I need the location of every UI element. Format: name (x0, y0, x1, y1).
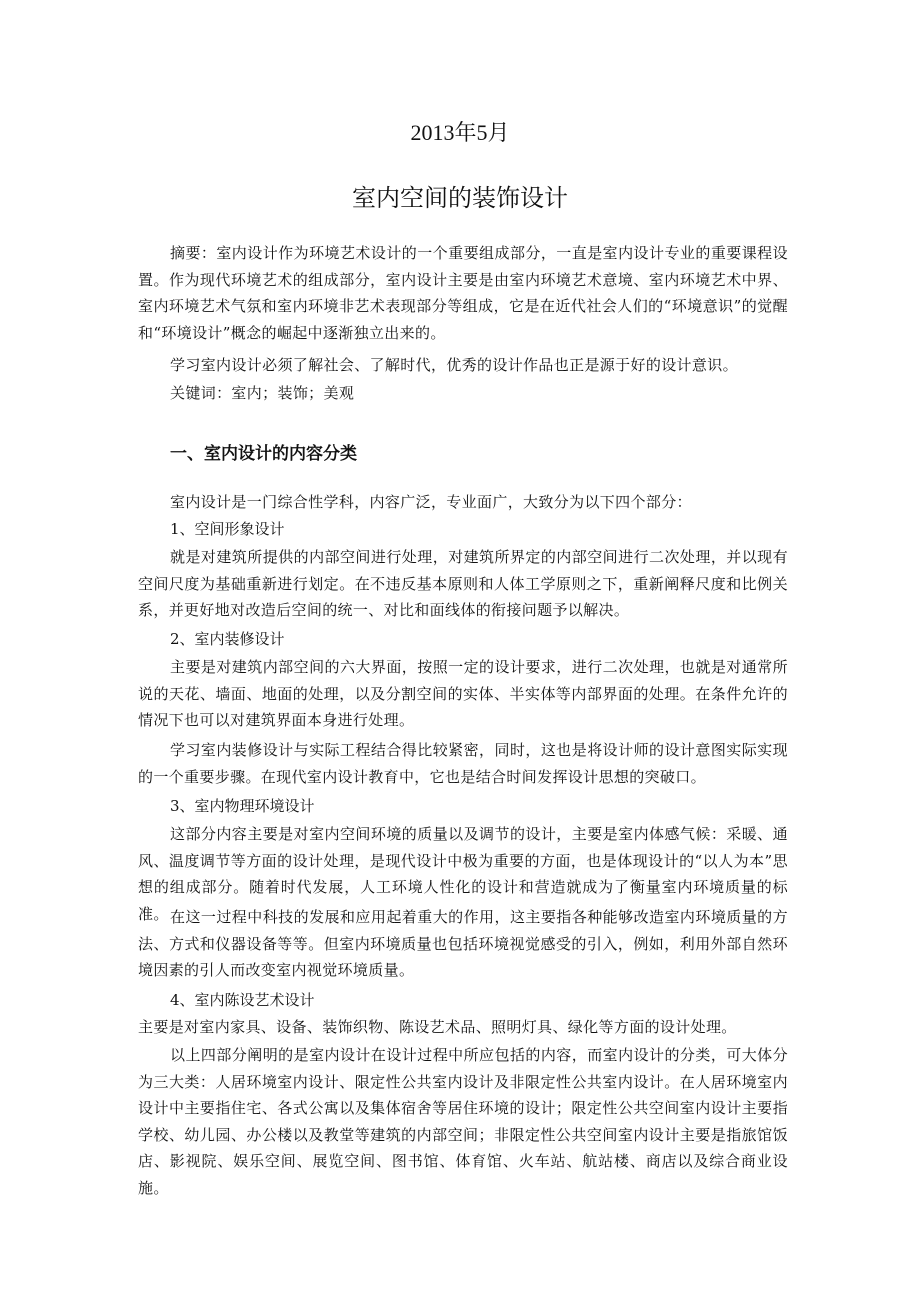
abstract-paragraph (138, 240, 788, 346)
abstract-colon: ： (200, 244, 217, 262)
abstract-paragraph-2: 学习室内设计必须了解社会、了解时代，优秀的设计作品也正是源于好的设计意识。 (170, 356, 738, 374)
section-summary: 以上四部分阐明的是室内设计在设计过程中所应包括的内容，而室内设计的分类，可大体分为三大类：人居环境室内设计、限定性公共室内设计及非限定性公共室内设计。在人居环境室内设计中主要指住宅、各式公寓以及集体宿舍等居住环境的设计；限定性公共空间室内设计主要指学校、幼儿园、办公楼以及教堂等建筑的内部空间；非限定性公共空间室内设计主要是指旅馆饭店、影视院、娱乐空间、展览空间、图书馆、体育馆、火车站、航站楼、商店以及综合商业设施。 (138, 1046, 788, 1197)
item-3-text: 这部分内容主要是对室内空间环境的质量以及调节的设计，主要是室内体感气候：采暖、通风、温度调节等方面的设计处理，是现代设计中极为重要的方面，也是体现设计的“以人为本”思想的组成部分。随着时代发展，人工环境人性化的设计和营造就成为了衡量室内环境质量的标准。 (138, 825, 788, 923)
item-2-title: 2、室内装修设计 (170, 630, 285, 648)
abstract-text: 室内设计作为环境艺术设计的一个重要组成部分，一直是室内设计专业的重要课程设置。作为现代环境艺术的组成部分，室内设计主要是由室内环境艺术意境、室内环境艺术中界、室内环境艺术气氛和室内环境非艺术表现部分等组成，它是在近代社会人们的“环境意识”的觉醒和“环境设计”概念的崛起中逐渐独立出来的。 (138, 244, 788, 342)
item-4-text: 主要是对室内家具、设备、装饰织物、陈设艺术品、照明灯具、绿化等方面的设计处理。 (138, 1018, 737, 1036)
item-3-title: 3、室内物理环境设计 (170, 797, 315, 815)
document-date: 2013年5月 (410, 120, 510, 145)
item-3-text-2: 在这一过程中科技的发展和应用起着重大的作用，这主要指各种能够改造室内环境质量的方法、方式和仪器设备等等。但室内环境质量也包括环境视觉感受的引入，例如，利用外部自然环境因素的引人而改变室内视觉环境质量。 (138, 908, 788, 979)
keywords-label: 关键词 (170, 384, 217, 402)
keywords-paragraph (138, 380, 788, 407)
item-4-title: 4、室内陈设艺术设计 (170, 991, 315, 1009)
section-intro: 室内设计是一门综合性学科，内容广泛，专业面广，大致分为以下四个部分： (170, 493, 692, 511)
item-1-text: 就是对建筑所提供的内部空间进行处理，对建筑所界定的内部空间进行二次处理，并以现有空间尺度为基础重新进行划定。在不违反基本原则和人体工学原则之下，重新阐释尺度和比例关系，并更好地对改造后空间的统一、对比和面线体的衔接问题予以解决。 (138, 548, 788, 619)
section-heading: 一、室内设计的内容分类 (170, 444, 357, 464)
item-1-title: 1、空间形象设计 (170, 520, 285, 538)
item-2-text-2: 学习室内装修设计与实际工程结合得比较紧密，同时，这也是将设计师的设计意图实际实现的一个重要步骤。在现代室内设计教育中，它也是结合时间发挥设计思想的突破口。 (138, 741, 788, 786)
keywords-text: 室内；装饰；美观 (231, 384, 355, 402)
document-title: 室内空间的装饰设计 (352, 184, 568, 212)
item-2-text: 主要是对建筑内部空间的六大界面，按照一定的设计要求，进行二次处理，也就是对通常所说的天花、墙面、地面的处理，以及分割空间的实体、半实体等内部界面的处理。在条件允许的情况下也可以对建筑界面本身进行处理。 (138, 658, 788, 729)
abstract-label: 摘要 (170, 244, 201, 262)
keywords-colon: ： (216, 384, 232, 402)
